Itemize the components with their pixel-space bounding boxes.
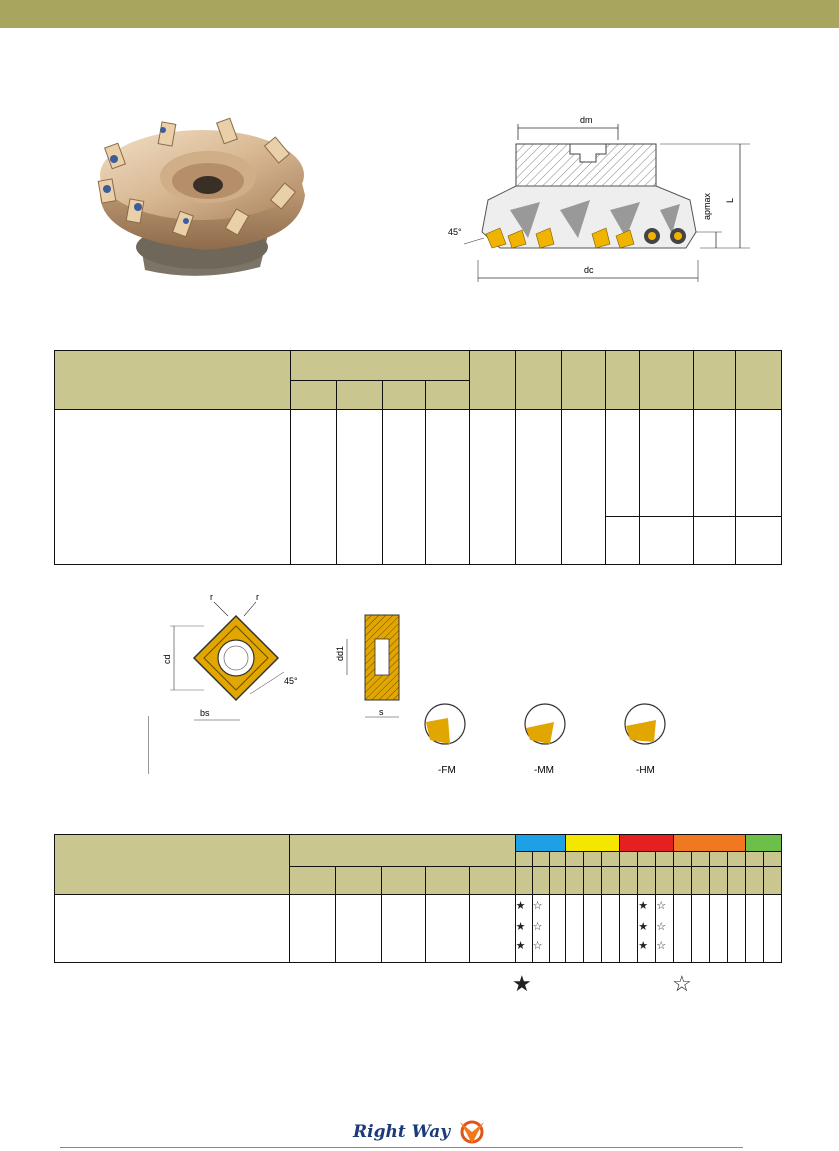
legend-open-star-icon: ☆ — [672, 971, 692, 996]
r-label: r — [256, 592, 259, 602]
cutter-technical-drawing — [440, 110, 760, 290]
header-cell — [735, 351, 781, 410]
table-cell — [470, 410, 516, 565]
header-cell — [516, 351, 562, 410]
table-cell — [55, 895, 290, 963]
header-cell — [656, 867, 674, 895]
table-cell — [566, 895, 584, 963]
header-cell — [426, 381, 470, 410]
header-cell — [745, 867, 763, 895]
angle-45-label: 45° — [284, 676, 298, 686]
table-cell — [425, 895, 469, 963]
header-cell — [640, 351, 694, 410]
table-cell — [584, 895, 602, 963]
cutter-spec-table — [54, 350, 782, 565]
header-cell — [549, 867, 566, 895]
chipbreaker-hm-icon — [620, 700, 680, 780]
angle-label: 45° — [448, 227, 462, 237]
header-cell — [382, 867, 426, 895]
header-cell — [290, 381, 336, 410]
insert-spec-table — [54, 834, 782, 963]
header-cell — [562, 351, 606, 410]
cd-label: cd — [162, 654, 172, 664]
header-cell — [515, 852, 532, 867]
table-cell — [55, 410, 291, 565]
chipbreaker-label: -HM — [636, 765, 655, 776]
header-cell — [763, 867, 781, 895]
filled-star-icon: ★ — [515, 900, 526, 912]
table-cell — [606, 410, 640, 516]
chipbreaker-label: -FM — [438, 765, 456, 776]
table-cell — [516, 410, 562, 565]
dm-label: dm — [580, 115, 593, 125]
header-cell — [382, 381, 426, 410]
header-cell — [336, 867, 382, 895]
table-cell — [692, 895, 710, 963]
table-cell — [710, 895, 728, 963]
header-cell — [602, 852, 620, 867]
header-cell — [470, 351, 516, 410]
header-cell — [694, 351, 736, 410]
s-label: s — [379, 707, 384, 717]
header-cell — [549, 852, 566, 867]
header-cell — [55, 351, 291, 410]
chipbreaker-fm-icon — [420, 700, 480, 780]
table-cell — [290, 895, 336, 963]
table-cell — [640, 410, 694, 516]
header-cell — [710, 867, 728, 895]
table-cell — [674, 895, 692, 963]
footer-divider — [60, 1147, 743, 1148]
header-cell — [566, 852, 584, 867]
filled-star-icon: ★ — [515, 921, 526, 933]
header-cell — [620, 867, 638, 895]
table-cell — [640, 516, 694, 564]
insert-top-view-drawing — [160, 586, 310, 736]
header-cell — [763, 852, 781, 867]
header-cell — [602, 867, 620, 895]
header-bar — [0, 0, 839, 28]
header-cell — [710, 852, 728, 867]
chipbreaker-mm-icon — [520, 700, 580, 780]
legend-filled-star-icon: ★ — [512, 971, 532, 996]
header-cell — [532, 852, 549, 867]
material-color-s — [745, 835, 781, 852]
table-cell — [745, 895, 763, 963]
header-cell — [290, 835, 515, 867]
header-cell — [727, 852, 745, 867]
header-cell — [692, 852, 710, 867]
table-cell — [469, 895, 515, 963]
header-cell — [656, 852, 674, 867]
divider — [148, 716, 149, 774]
L-label: L — [725, 197, 735, 203]
dd1-label: dd1 — [335, 645, 345, 661]
open-star-icon: ☆ — [532, 900, 543, 912]
table-cell — [735, 516, 781, 564]
table-cell — [336, 895, 382, 963]
header-cell — [469, 867, 515, 895]
table-cell — [290, 410, 336, 565]
filled-star-icon: ★ — [638, 900, 649, 912]
table-cell — [562, 410, 606, 565]
milling-cutter-photo — [90, 115, 320, 285]
table-cell — [606, 516, 640, 564]
insert-side-view-drawing — [325, 605, 415, 730]
filled-star-icon: ★ — [638, 921, 649, 933]
header-cell — [290, 867, 336, 895]
brand-name: Right Way — [353, 1122, 451, 1142]
table-cell — [602, 895, 620, 963]
header-cell — [745, 852, 763, 867]
header-cell — [515, 867, 532, 895]
table-cell — [694, 516, 736, 564]
table-cell — [382, 895, 426, 963]
material-color-n — [674, 835, 746, 852]
table-cell — [382, 410, 426, 565]
open-star-icon: ☆ — [656, 900, 667, 912]
open-star-icon: ☆ — [532, 921, 543, 933]
filled-star-icon: ★ — [638, 940, 649, 952]
header-cell — [290, 351, 470, 381]
header-cell — [425, 867, 469, 895]
header-cell — [674, 852, 692, 867]
open-star-icon: ☆ — [532, 940, 543, 952]
table-cell — [620, 895, 638, 963]
dc-label: dc — [584, 265, 594, 275]
table-cell — [426, 410, 470, 565]
material-color-p — [515, 835, 566, 852]
header-cell — [584, 867, 602, 895]
filled-star-icon: ★ — [515, 940, 526, 952]
r-label: r — [210, 592, 213, 602]
header-cell — [55, 835, 290, 895]
header-cell — [638, 852, 656, 867]
bs-label: bs — [200, 708, 210, 718]
open-star-icon: ☆ — [656, 940, 667, 952]
header-cell — [336, 381, 382, 410]
apmax-label: apmax — [702, 192, 712, 220]
right-way-logo-icon — [456, 1118, 488, 1146]
table-cell — [694, 410, 736, 516]
material-color-m — [566, 835, 620, 852]
chipbreaker-label: -MM — [534, 765, 554, 776]
star-column — [532, 895, 549, 963]
star-column — [638, 895, 656, 963]
star-column — [656, 895, 674, 963]
header-cell — [674, 867, 692, 895]
table-cell — [727, 895, 745, 963]
header-cell — [606, 351, 640, 410]
table-cell — [735, 410, 781, 516]
header-cell — [532, 867, 549, 895]
header-cell — [638, 867, 656, 895]
header-cell — [620, 852, 638, 867]
header-cell — [692, 867, 710, 895]
star-column — [515, 895, 532, 963]
header-cell — [566, 867, 584, 895]
table-cell — [763, 895, 781, 963]
open-star-icon: ☆ — [656, 921, 667, 933]
header-cell — [584, 852, 602, 867]
material-color-k — [620, 835, 674, 852]
table-cell — [549, 895, 566, 963]
header-cell — [727, 867, 745, 895]
table-cell — [336, 410, 382, 565]
